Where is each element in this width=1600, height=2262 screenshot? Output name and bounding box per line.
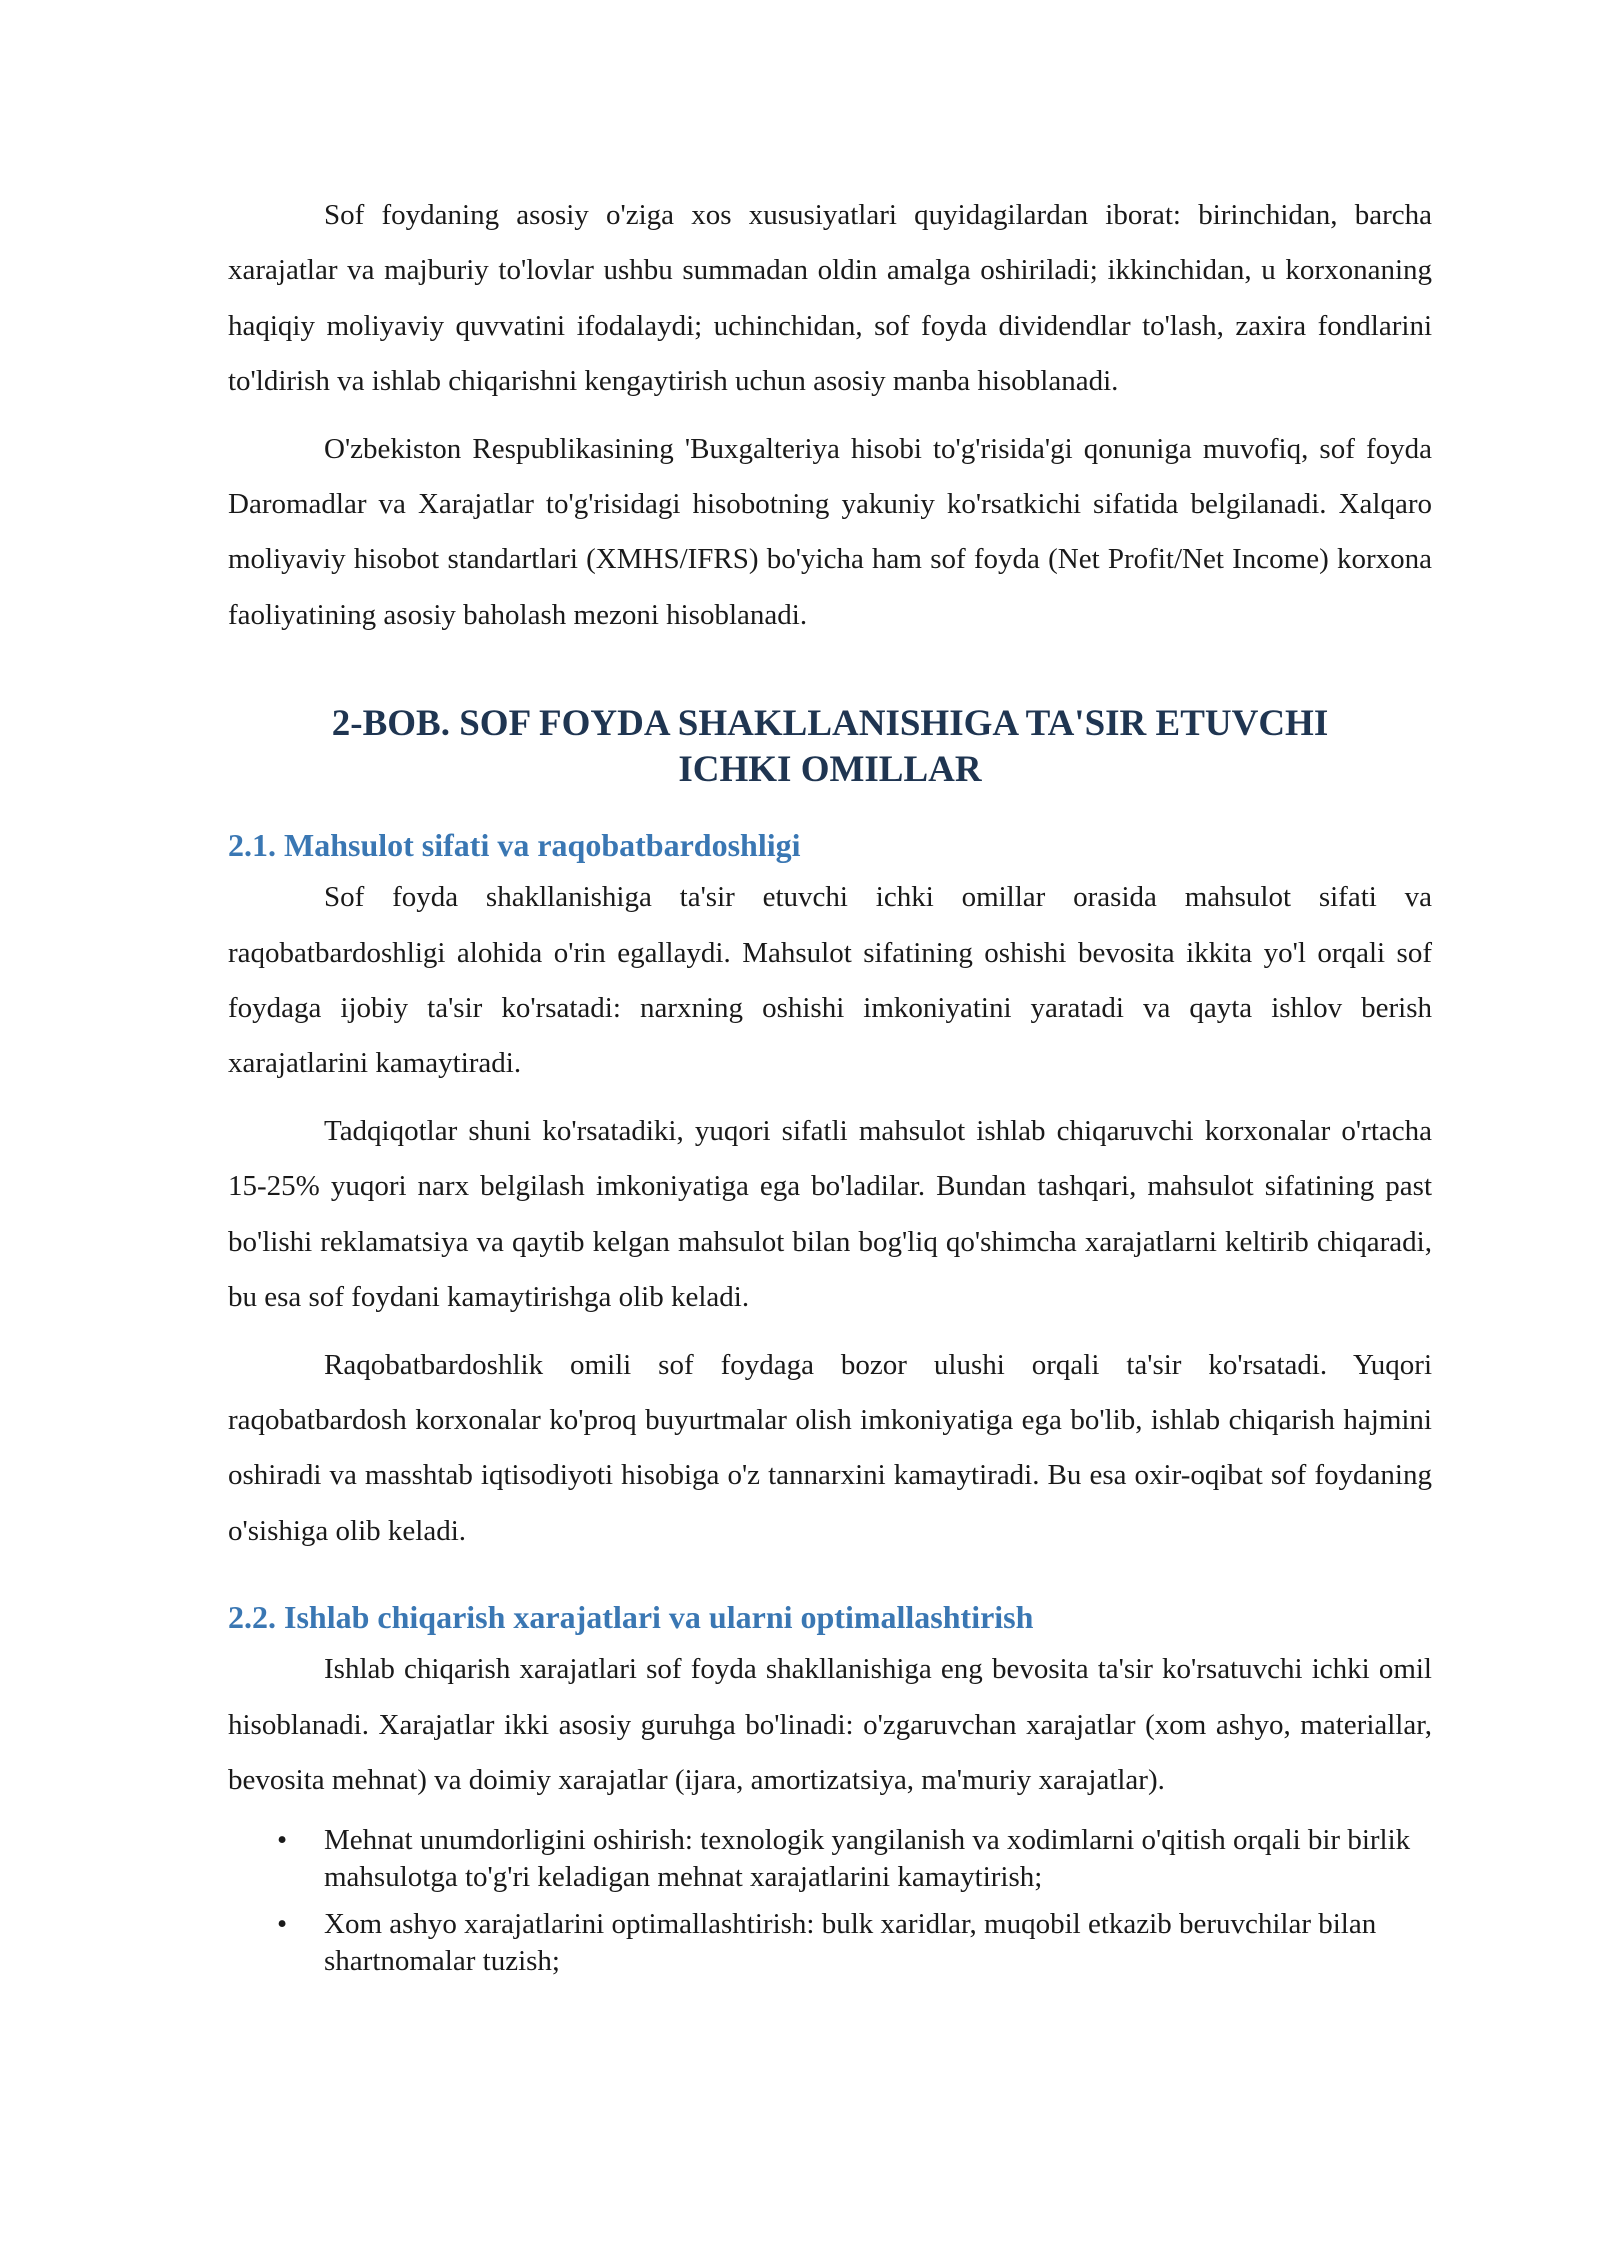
bullet-icon: •: [277, 1908, 288, 1941]
list-item-text: Xom ashyo xarajatlarini optimallashtirish: bulk xaridlar, muqobil etkazib beruvchilar bilan shartnomalar tuzish;: [324, 1908, 1377, 1978]
intro-paragraph-2: O'zbekiston Respublikasining 'Buxgalteriya hisobi to'g'risida'gi qonuniga muvofiq, sof foyda Daromadlar va Xarajatlar to'g'risidagi hisobotning yakuniy ko'rsatkichi sifatida belgilanadi. Xalqaro moliyaviy hisobot standartlari (XMHS/IFRS) bo'yicha ham sof foyda (Net Profit/Net Income) korxona faoliyatining asosiy baholash mezoni hisoblanadi.: [228, 432, 1432, 631]
section-2-1-paragraph-3: Raqobatbardoshlik omili sof foydaga bozor ulushi orqali ta'sir ko'rsatadi. Yuqori raqobatbardosh korxonalar ko'proq buyurtmalar olish imkoniyatiga ega bo'lib, ishlab chiqarish hajmini oshiradi va masshtab iqtisodiyoti hisobiga o'z tannarxini kamaytiradi. Bu esa oxir-oqibat sof foydaning o'sishiga olib keladi.: [228, 1348, 1432, 1547]
bullet-list: [228, 1822, 1432, 1980]
section-2-2-paragraph-1: Ishlab chiqarish xarajatlari sof foyda shakllanishiga eng bevosita ta'sir ko'rsatuvchi ichki omil hisoblanadi. Xarajatlar ikki asosiy guruhga bo'linadi: o'zgaruvchan xarajatlar (xom ashyo, materiallar, bevosita mehnat) va doimiy xarajatlar (ijara, amortizatsiya, ma'muriy xarajatlar).: [228, 1653, 1432, 1796]
list-item-text: Mehnat unumdorligini oshirish: texnologik yangilanish va xodimlarni o'qitish orqali bir birlik mahsulotga to'g'ri keladigan mehnat xarajatlarini kamaytirish;: [324, 1824, 1411, 1894]
section-2-1-paragraph-2: Tadqiqotlar shuni ko'rsatadiki, yuqori sifatli mahsulot ishlab chiqaruvchi korxonalar o'rtacha 15-25% yuqori narx belgilash imkoniyatiga ega bo'ladilar. Bundan tashqari, mahsulot sifatining past bo'lishi reklamatsiya va qaytib kelgan mahsulot bilan bog'liq qo'shimcha xarajatlarni keltirib chiqaradi, bu esa sof foydani kamaytirishga olib keladi.: [228, 1114, 1432, 1314]
section-2-2-heading: 2.2. Ishlab chiqarish xarajatlari va ularni optimallashtirish: [228, 1599, 1034, 1636]
document-page: [228, 188, 1432, 1990]
intro-paragraph-1: Sof foydaning asosiy o'ziga xos xususiyatlari quyidagilardan iborat: birinchidan, barcha xarajatlar va majburiy to'lovlar ushbu summadan oldin amalga oshiriladi; ikkinchidan, u korxonaning haqiqiy moliyaviy quvvatini ifodalaydi; uchinchidan, sof foyda dividendlar to'lash, zaxira fondlarini to'ldirish va ishlab chiqarishni kengaytirish uchun asosiy manba hisoblanadi.: [228, 199, 1432, 398]
bullet-icon: •: [277, 1824, 288, 1857]
section-2-1-paragraph-1: Sof foyda shakllanishiga ta'sir etuvchi ichki omillar orasida mahsulot sifati va raqobatbardoshligi alohida o'rin egallaydi. Mahsulot sifatining oshishi bevosita ikkita yo'l orqali sof foydaga ijobiy ta'sir ko'rsatadi: narxning oshishi imkoniyatini yaratadi va qayta ishlov berish xarajatlarini kamaytiradi.: [228, 881, 1432, 1080]
list-item: [228, 1822, 1432, 1896]
section-2-1-heading: 2.1. Mahsulot sifati va raqobatbardoshligi: [228, 827, 801, 864]
list-item: [228, 1906, 1432, 1980]
chapter-title: 2-BOB. SOF FOYDA SHAKLLANISHIGA TA'SIR ETUVCHI ICHKI OMILLAR: [331, 703, 1329, 791]
